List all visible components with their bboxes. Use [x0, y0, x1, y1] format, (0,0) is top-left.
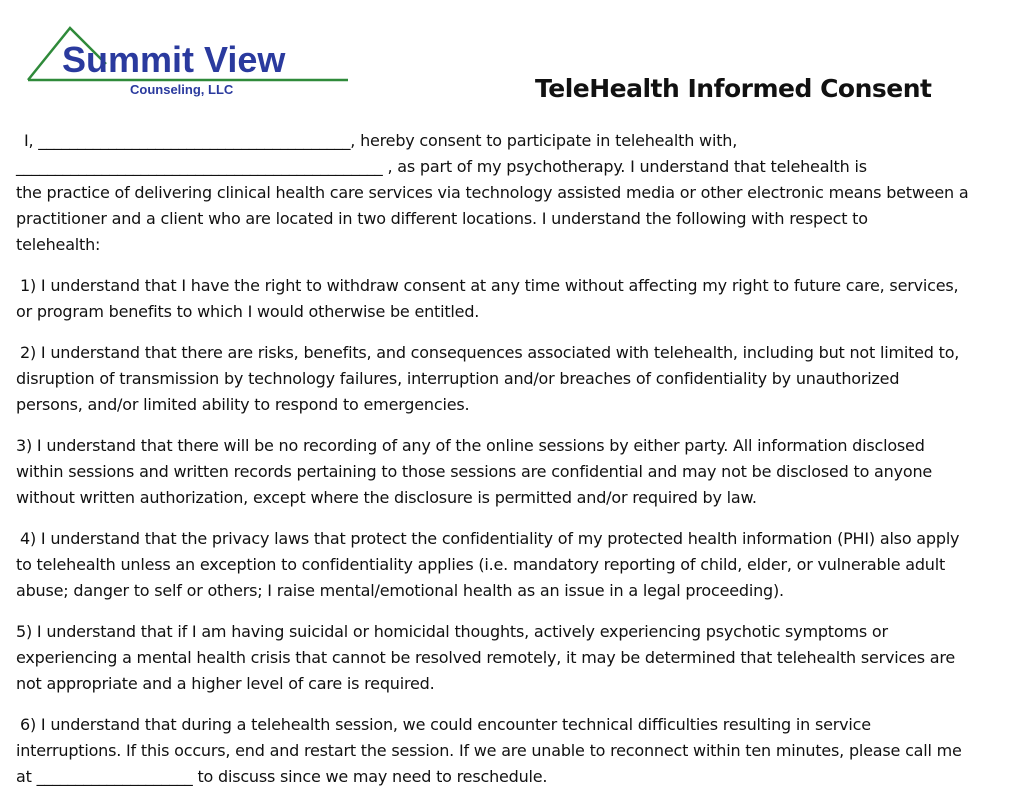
- intro-line: _______________________________________________ , as part of my psychotherapy. I understand that telehealth is: [16, 157, 867, 176]
- intro-line: telehealth:: [16, 235, 101, 254]
- logo-name: Summit View: [62, 39, 286, 80]
- item-line: disruption of transmission by technology failures, interruption and/or breaches of confidentiality by unauthorized: [16, 369, 900, 388]
- item-line: or program benefits to which I would otherwise be entitled.: [16, 302, 480, 321]
- intro-paragraph: [16, 128, 1006, 258]
- item-line: not appropriate and a higher level of care is required.: [16, 674, 435, 693]
- intro-line: I, ________________________________________, hereby consent to participate in telehealth with,: [24, 131, 738, 150]
- item-line: to telehealth unless an exception to confidentiality applies (i.e. mandatory reporting of child, elder, or vulnerable adult: [16, 555, 946, 574]
- consent-item-5: [16, 619, 1006, 697]
- consent-item-6: [16, 712, 1006, 790]
- document-title: TeleHealth Informed Consent: [535, 74, 932, 103]
- item-line: persons, and/or limited ability to respond to emergencies.: [16, 395, 470, 414]
- item-line: at ____________________ to discuss since we may need to reschedule.: [16, 767, 548, 786]
- consent-item-3: [16, 433, 1006, 511]
- item-line: 4) I understand that the privacy laws that protect the confidentiality of my protected health information (PHI) also apply: [20, 529, 960, 548]
- item-line: 1) I understand that I have the right to withdraw consent at any time without affecting my right to future care, services,: [20, 276, 959, 295]
- consent-body: [16, 128, 1006, 805]
- item-line: 5) I understand that if I am having suicidal or homicidal thoughts, actively experiencing psychotic symptoms or: [16, 622, 888, 641]
- consent-item-2: [16, 340, 1006, 418]
- company-logo: [26, 24, 352, 100]
- item-line: experiencing a mental health crisis that cannot be resolved remotely, it may be determined that telehealth services are: [16, 648, 956, 667]
- consent-item-4: [16, 526, 1006, 604]
- item-line: interruptions. If this occurs, end and restart the session. If we are unable to reconnect within ten minutes, please call me: [16, 741, 962, 760]
- item-line: 3) I understand that there will be no recording of any of the online sessions by either party. All information disclosed: [16, 436, 925, 455]
- item-line: abuse; danger to self or others; I raise mental/emotional health as an issue in a legal proceeding).: [16, 581, 784, 600]
- intro-line: practitioner and a client who are located in two different locations. I understand the following with respect to: [16, 209, 868, 228]
- intro-line: the practice of delivering clinical health care services via technology assisted media or other electronic means between a: [16, 183, 969, 202]
- logo-subtitle: Counseling, LLC: [130, 82, 234, 97]
- item-line: 6) I understand that during a telehealth session, we could encounter technical difficulties resulting in service: [20, 715, 871, 734]
- item-line: 2) I understand that there are risks, benefits, and consequences associated with telehealth, including but not limited to,: [20, 343, 960, 362]
- item-line: within sessions and written records pertaining to those sessions are confidential and may not be disclosed to anyone: [16, 462, 933, 481]
- consent-item-1: [16, 273, 1006, 325]
- item-line: without written authorization, except where the disclosure is permitted and/or required by law.: [16, 488, 757, 507]
